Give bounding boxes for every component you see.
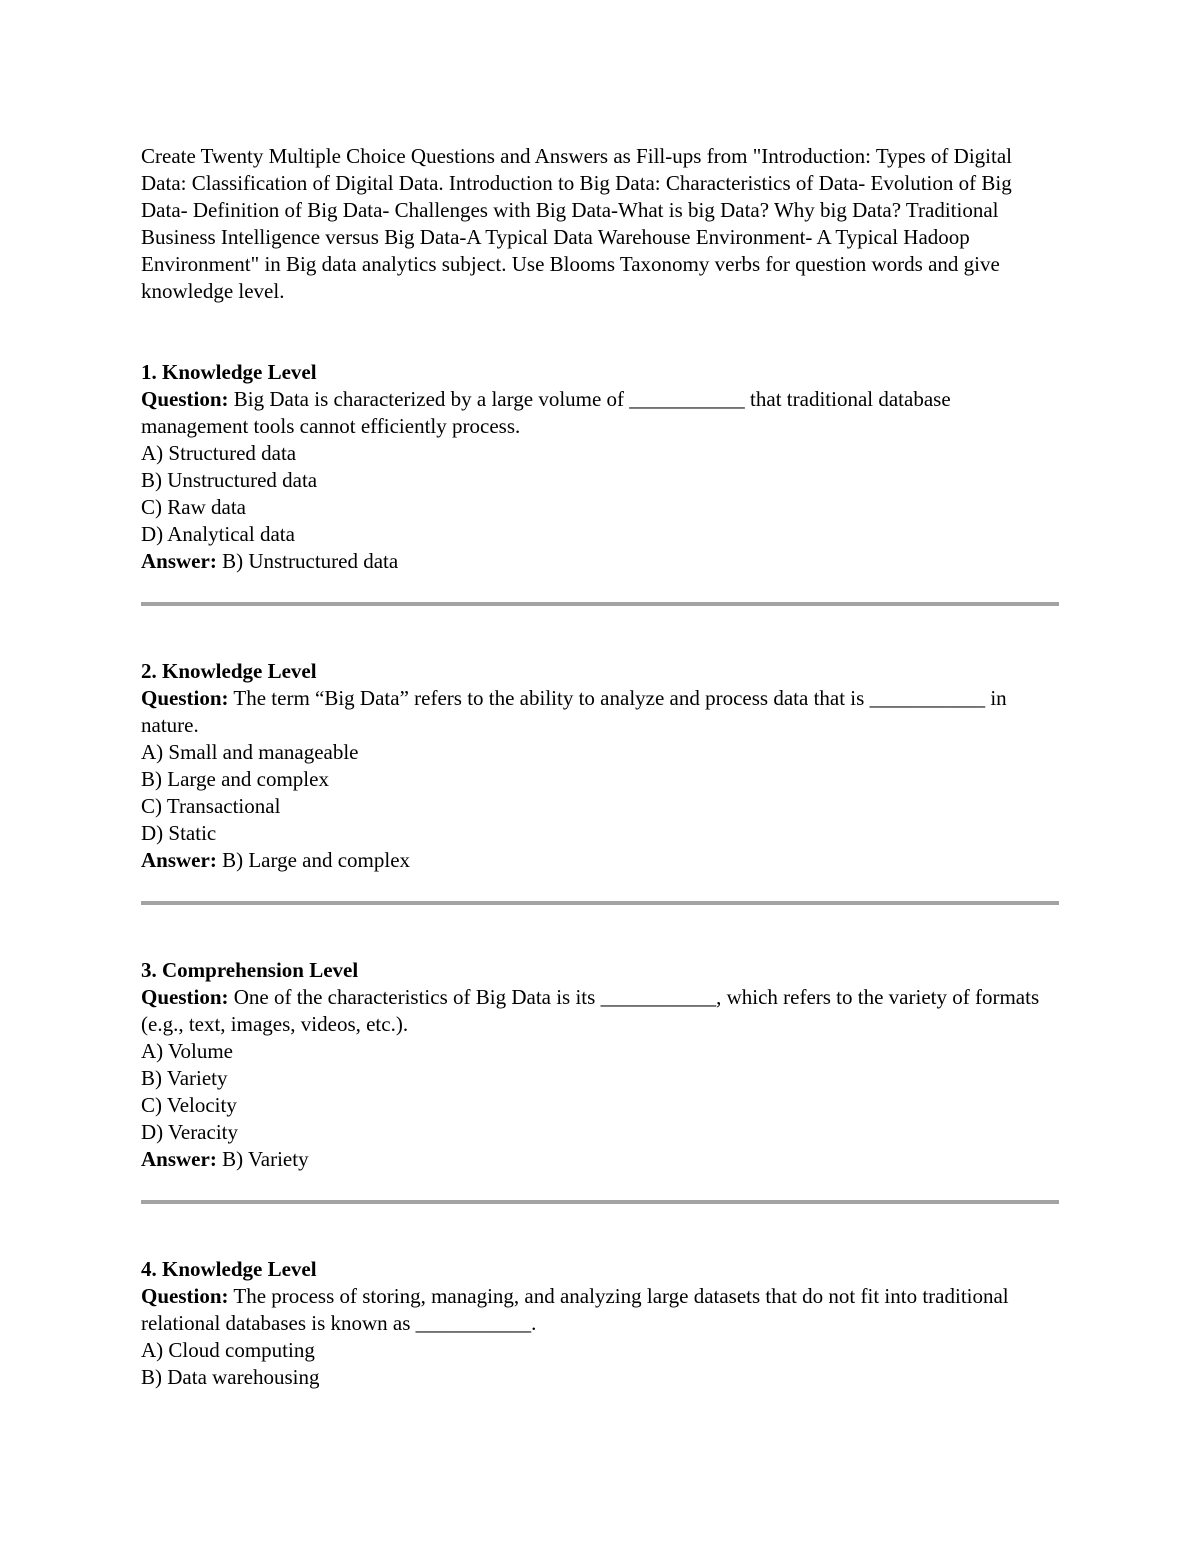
- question-text: [141, 1283, 1061, 1337]
- option-c: C) Raw data: [141, 495, 246, 519]
- horizontal-rule: [141, 1200, 1059, 1204]
- answer-label: Answer:: [141, 549, 217, 573]
- option-a: A) Volume: [141, 1039, 233, 1063]
- question-body: The term “Big Data” refers to the ability to analyze and process data that is ___________ in nature.: [141, 686, 1007, 737]
- question-text: [141, 386, 1061, 440]
- option-c: C) Transactional: [141, 794, 281, 818]
- option-a: A) Cloud computing: [141, 1338, 315, 1362]
- question-text: [141, 984, 1061, 1038]
- answer-line: [141, 1146, 1061, 1173]
- option-b: B) Data warehousing: [141, 1365, 320, 1389]
- question-label: Question:: [141, 387, 229, 411]
- option-b: B) Variety: [141, 1066, 228, 1090]
- question-heading: 1. Knowledge Level: [141, 360, 317, 384]
- option-d: D) Veracity: [141, 1120, 238, 1144]
- option-d: D) Analytical data: [141, 522, 295, 546]
- answer-line: [141, 548, 1061, 575]
- option-a: A) Structured data: [141, 441, 297, 465]
- question-1: [141, 359, 1061, 575]
- answer-label: Answer:: [141, 848, 217, 872]
- intro-paragraph: Create Twenty Multiple Choice Questions and Answers as Fill-ups from "Introduction: Types of Digital Data: Classification of Digital Data. Introduction to Big Data: Characteristics of Data- Evolution of Big Data- Definition of Big Data- Challenges with Big Data-What is big Data? Why big Data? Traditional Business Intelligence versus Big Data-A Typical Data Warehouse Environment- A Typical Hadoop Environment" in Big data analytics subject. Use Blooms Taxonomy verbs for question words and give knowledge level.: [141, 144, 1012, 303]
- option-c: C) Velocity: [141, 1093, 237, 1117]
- answer-value: B) Unstructured data: [222, 549, 399, 573]
- option-b: B) Large and complex: [141, 767, 329, 791]
- horizontal-rule: [141, 602, 1059, 606]
- question-body: One of the characteristics of Big Data is its ___________, which refers to the variety of formats (e.g., text, images, videos, etc.).: [141, 985, 1040, 1036]
- option-a: A) Small and manageable: [141, 740, 359, 764]
- document-page: [141, 143, 1061, 1391]
- question-4: [141, 1256, 1061, 1391]
- answer-label: Answer:: [141, 1147, 217, 1171]
- question-heading: 4. Knowledge Level: [141, 1257, 317, 1281]
- option-d: D) Static: [141, 821, 217, 845]
- question-heading: 2. Knowledge Level: [141, 659, 317, 683]
- horizontal-rule: [141, 901, 1059, 905]
- question-text: [141, 685, 1061, 739]
- answer-value: B) Large and complex: [222, 848, 411, 872]
- question-3: [141, 957, 1061, 1173]
- question-body: The process of storing, managing, and analyzing large datasets that do not fit into traditional relational databases is known as ___________.: [141, 1284, 1009, 1335]
- question-heading: 3. Comprehension Level: [141, 958, 359, 982]
- question-label: Question:: [141, 686, 229, 710]
- answer-value: B) Variety: [222, 1147, 309, 1171]
- question-2: [141, 658, 1061, 874]
- option-b: B) Unstructured data: [141, 468, 318, 492]
- question-body: Big Data is characterized by a large volume of ___________ that traditional database management tools cannot efficiently process.: [141, 387, 951, 438]
- answer-line: [141, 847, 1061, 874]
- question-label: Question:: [141, 1284, 229, 1308]
- question-label: Question:: [141, 985, 229, 1009]
